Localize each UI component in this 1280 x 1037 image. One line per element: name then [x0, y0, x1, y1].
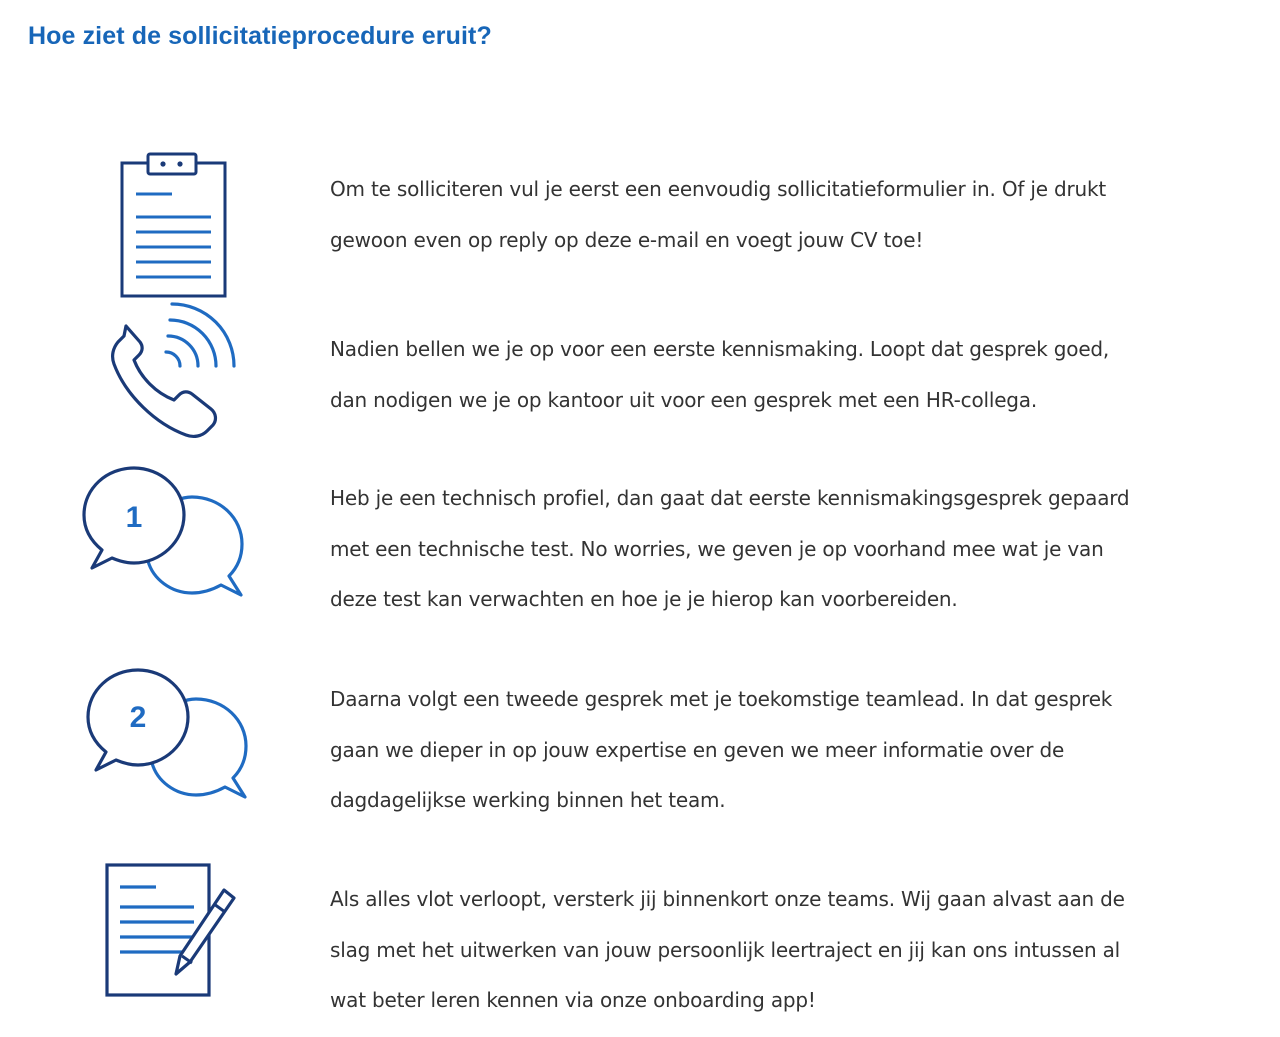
- step-text-line: Daarna volgt een tweede gesprek met je toekomstige teamlead. In dat gesprek: [330, 687, 1113, 711]
- step-text-line: slag met het uitwerken van jouw persoonlijk leertraject en jij kan ons intussen al: [330, 937, 1121, 962]
- step-text-line: dan nodigen we je op kantoor uit voor een gesprek met een HR-collega.: [330, 387, 1038, 412]
- phone-icon: [108, 314, 236, 438]
- step-text-line: Om te solliciteren vul je eerst een eenvoudig sollicitatieformulier in. Of je drukt: [330, 177, 1107, 201]
- step-text-line: wat beter leren kennen via onze onboarding app!: [330, 988, 816, 1012]
- step-text-line: dagdagelijkse werking binnen het team.: [330, 788, 726, 812]
- step-text-line: met een technische test. No worries, we geven je op voorhand mee wat je van: [330, 536, 1104, 561]
- step-badge-number: 2: [129, 701, 147, 734]
- step-text-line: Als alles vlot verloopt, versterk jij binnenkort onze teams. Wij gaan alvast aan de: [330, 887, 1125, 911]
- step-text-line: deze test kan verwachten en hoe je je hierop kan voorbereiden.: [330, 587, 958, 611]
- step-text-line: gewoon even op reply op deze e-mail en voegt jouw CV toe!: [330, 227, 924, 252]
- clipboard-icon: [118, 150, 228, 300]
- chat-bubbles-icon: [80, 460, 265, 605]
- step-badge-number: 1: [125, 501, 143, 534]
- page-title: Hoe ziet de sollicitatieprocedure eruit?: [28, 22, 492, 50]
- step-text-line: Nadien bellen we je op voor een eerste kennismaking. Loopt dat gesprek goed,: [330, 337, 1110, 361]
- contract-pen-icon: [104, 862, 244, 1002]
- chat-bubbles-icon: [84, 662, 269, 807]
- step-text-line: gaan we dieper in op jouw expertise en geven we meer informatie over de: [330, 737, 1065, 762]
- step-text-line: Heb je een technisch profiel, dan gaat dat eerste kennismakingsgesprek gepaard: [330, 486, 1130, 510]
